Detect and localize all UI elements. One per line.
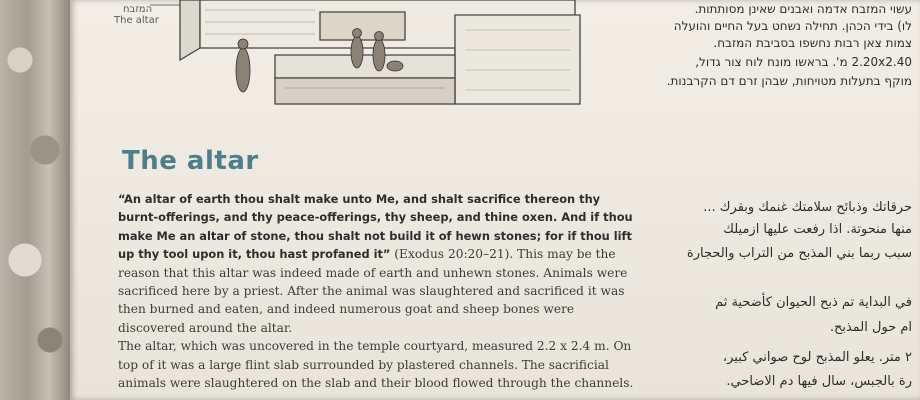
arabic-line: سبب ربما بني المذبح من التراب والحجارة <box>686 246 912 261</box>
exodus-quote: “An altar of earth thou shalt make unto Me, and shalt sacrifice thereon thy burnt-offerings, and thy peace-offerings, thy sheep, and thine oxen. And if thou make Me an altar of stone, thou shalt not build it of hewn stones; for if thou lift up thy tool upon it, thou hast profaned it” <box>118 192 633 262</box>
hebrew-line: מוקף בתעלות מטויחות, שבהן זרם דם הקרבנות. <box>666 74 912 88</box>
stone-wall <box>0 0 70 400</box>
paragraph-1 <box>118 190 638 337</box>
arabic-line: منها منحوتة. اذا رفعت عليها ازميلك <box>723 222 912 237</box>
hebrew-line: עשוי המזבח אדמה ואבנים שאינן מסותתות. <box>694 2 912 16</box>
arabic-line: في البداية تم ذبح الحيوان كأضحية ثم <box>715 295 912 310</box>
hebrew-line: צמות צאן רבות נחשפו בסביבת המזבח. <box>713 36 912 50</box>
sketch-label-hebrew: המזבח <box>123 4 153 15</box>
hebrew-line: 2.20x2.40 מ'. בראשו מונח לוח צור גדול, <box>695 55 912 69</box>
sketch-label-english: The altar <box>114 15 159 26</box>
english-body <box>118 190 638 392</box>
page-title: The altar <box>122 146 259 176</box>
arabic-line: ٢ متر. يعلو المذبح لوح صواني كبير، <box>722 350 912 365</box>
arabic-line: ام حول المذبح. <box>829 320 912 335</box>
altar-sketch-illustration <box>95 0 630 110</box>
paragraph-2: The altar, which was uncovered in the temple courtyard, measured 2.2 x 2.4 m. On top of it was a large flint slab surrounded by plastered channels. The sacrificial animals were slaughtered on the slab and their blood flowed through the channels. <box>118 339 634 391</box>
arabic-line: حرقاتك وذبائح سلامتك غنمك وبقرك ... <box>703 200 912 215</box>
paragraph-1-text: (Exodus 20:20–21). This may be the reason that this altar was indeed made of earth and unhewn stones. Animals were sacrificed here by a priest. After the animal was slaughtered and sacrificed it was then burned and eaten, and indeed numerous goat and sheep bones were discovered around the altar. <box>118 247 628 335</box>
hebrew-line: לו) בידי הכהן. תחילה נשחט בעל החיים והועלה <box>673 19 912 33</box>
arabic-line: رة بالجبس، سال فيها دم الاضاحي. <box>726 374 912 389</box>
